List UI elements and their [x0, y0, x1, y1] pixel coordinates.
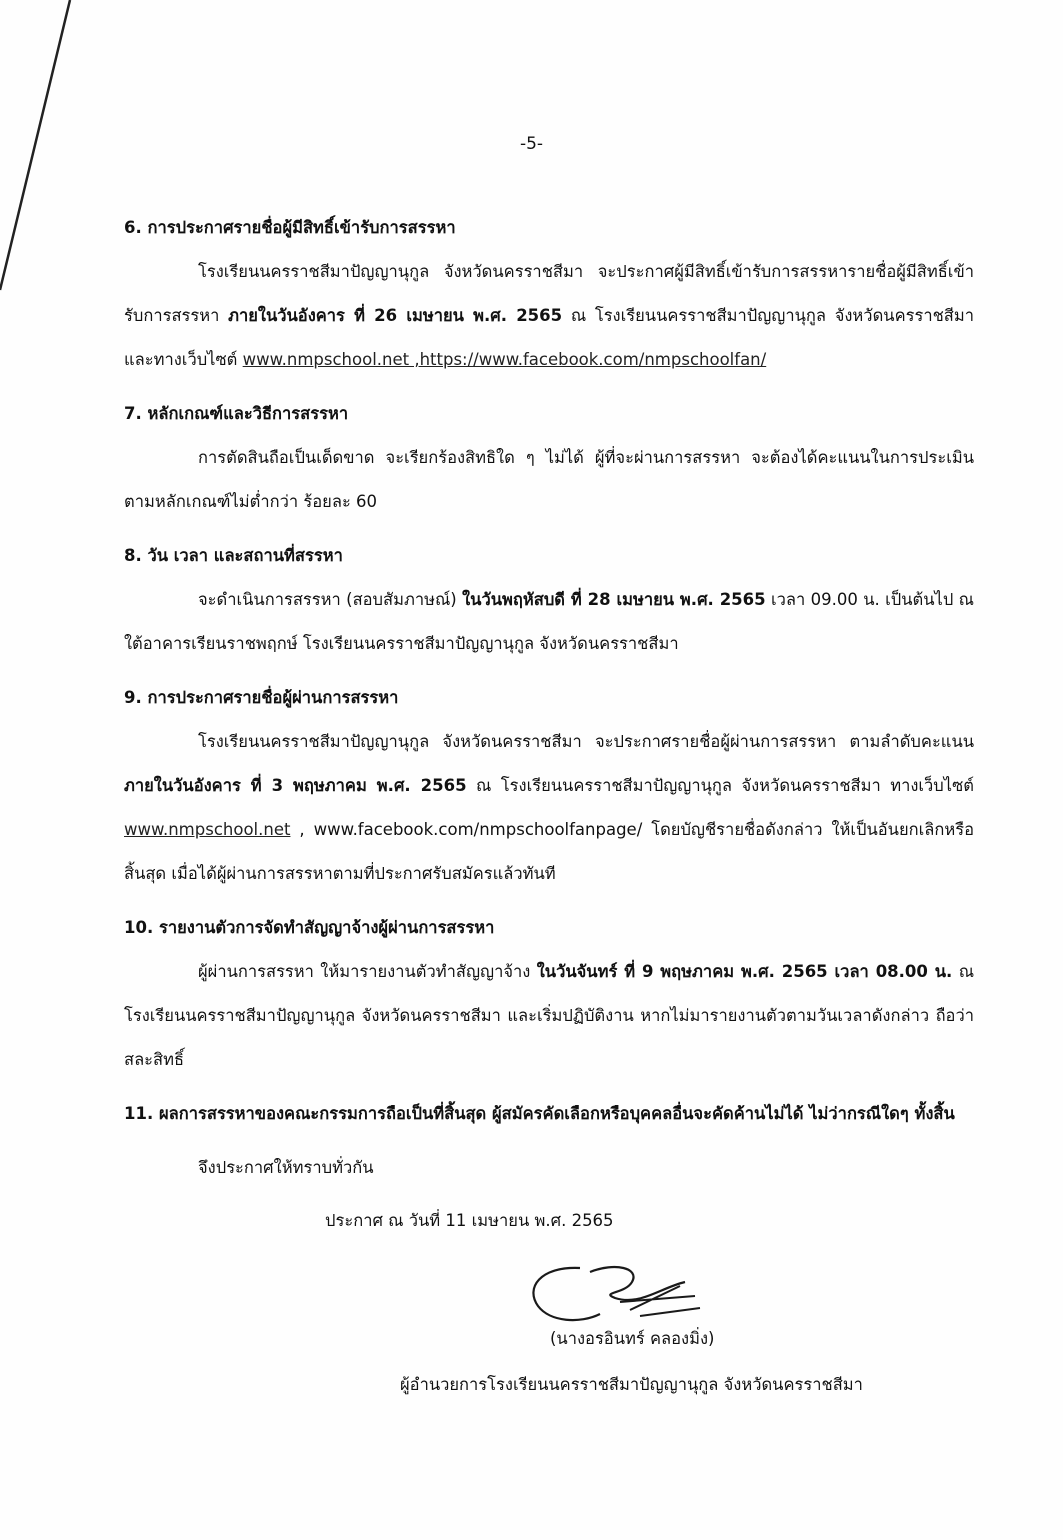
section-10-text-rest: ณ โรงเรียนนครราชสีมาปัญญานุกูล จังหวัดนครราชสีมา และเริ่มปฏิบัติงาน หากไม่มารายงานตัวตามวันเวลาดังกล่าว ถือว่าสละสิทธิ์	[124, 962, 975, 1069]
section-7-heading: 7. หลักเกณฑ์และวิธีการสรรหา	[124, 404, 349, 423]
section-8-date: ในวันพฤหัสบดี ที่ 28 เมษายน พ.ศ. 2565	[462, 590, 766, 609]
section-8-heading: 8. วัน เวลา และสถานที่สรรหา	[124, 546, 343, 565]
section-8	[124, 534, 974, 666]
section-7-paragraph: การตัดสินถือเป็นเด็ดขาด จะเรียกร้องสิทธิใด ๆ ไม่ได้ ผู้ที่จะผ่านการสรรหา จะต้องได้คะแนนในการประเมินตามหลักเกณฑ์ไม่ต่ำกว่า ร้อยละ 60	[124, 448, 974, 511]
section-9-date: ภายในวันอังคาร ที่ 3 พฤษภาคม พ.ศ. 2565	[124, 776, 467, 795]
section-10-text: ผู้ผ่านการสรรหา ให้มารายงานตัวทำสัญญาจ้าง	[198, 962, 531, 981]
section-6-links[interactable]: www.nmpschool.net ,https://www.facebook.com/nmpschoolfan/	[242, 350, 767, 369]
section-8-text: จะดำเนินการสรรหา (สอบสัมภาษณ์)	[198, 590, 457, 609]
section-6-date: ภายในวันอังคาร ที่ 26 เมษายน พ.ศ. 2565	[228, 306, 563, 325]
section-10-heading: 10. รายงานตัวการจัดทำสัญญาจ้างผู้ผ่านการสรรหา	[124, 918, 495, 937]
section-10-paragraph	[124, 950, 974, 1082]
closing-statement: จึงประกาศให้ทราบทั่วกัน	[198, 1158, 374, 1177]
section-10-date: ในวันจันทร์ ที่ 9 พฤษภาคม พ.ศ. 2565 เวลา 08.00 น.	[536, 962, 953, 981]
section-11: 11. ผลการสรรหาของคณะกรรมการถือเป็นที่สิ้นสุด ผู้สมัครคัดเลือกหรือบุคคลอื่นจะคัดค้านไม่ได้ ไม่ว่ากรณีใดๆ ทั้งสิ้น	[124, 1104, 955, 1123]
signer-name: (นางอรอินทร์ คลองมิ่ง)	[550, 1329, 715, 1348]
section-9-text-tail: , www.facebook.com/nmpschoolfanpage/ โดยบัญชีรายชื่อดังกล่าว ให้เป็นอันยกเลิกหรือสิ้นสุด เมื่อได้ผู้ผ่านการสรรหาตามที่ประกาศรับสมัครแล้วทันที	[124, 820, 975, 883]
announcement-date: ประกาศ ณ วันที่ 11 เมษายน พ.ศ. 2565	[325, 1211, 614, 1230]
section-6-heading: 6. การประกาศรายชื่อผู้มีสิทธิ์เข้ารับการสรรหา	[124, 218, 456, 237]
section-7	[124, 392, 974, 524]
section-10	[124, 906, 974, 1082]
section-9-paragraph	[124, 720, 974, 896]
section-9	[124, 676, 974, 896]
section-6-text-rest: ณ โรงเรียนนครราชสีมาปัญญานุกูล จังหวัดนครราชสีมา และทางเว็บไซต์	[124, 306, 975, 369]
section-9-text: โรงเรียนนครราชสีมาปัญญานุกูล จังหวัดนครราชสีมา จะประกาศรายชื่อผู้ผ่านการสรรหา ตามลำดับคะแนน	[198, 732, 974, 751]
section-9-heading: 9. การประกาศรายชื่อผู้ผ่านการสรรหา	[124, 688, 399, 707]
section-6-text: โรงเรียนนครราชสีมาปัญญานุกูล จังหวัดนครราชสีมา จะประกาศผู้มีสิทธิ์เข้ารับการสรรหารายชื่อผู้มีสิทธิ์เข้ารับการสรรหา	[124, 262, 974, 325]
page-number: -5-	[519, 134, 544, 154]
section-9-link[interactable]: www.nmpschool.net	[124, 820, 291, 839]
section-6-paragraph	[124, 250, 974, 382]
section-8-text-rest: เวลา 09.00 น. เป็นต้นไป ณ ใต้อาคารเรียนราชพฤกษ์ โรงเรียนนครราชสีมาปัญญานุกูล จังหวัดนครราชสีมา	[124, 590, 974, 653]
section-6	[124, 206, 974, 382]
section-9-text-rest: ณ โรงเรียนนครราชสีมาปัญญานุกูล จังหวัดนครราชสีมา ทางเว็บไซต์	[476, 776, 974, 795]
document-body	[124, 206, 974, 1190]
section-8-paragraph	[124, 578, 974, 666]
signer-title: ผู้อำนวยการโรงเรียนนครราชสีมาปัญญานุกูล จังหวัดนครราชสีมา	[400, 1375, 863, 1394]
